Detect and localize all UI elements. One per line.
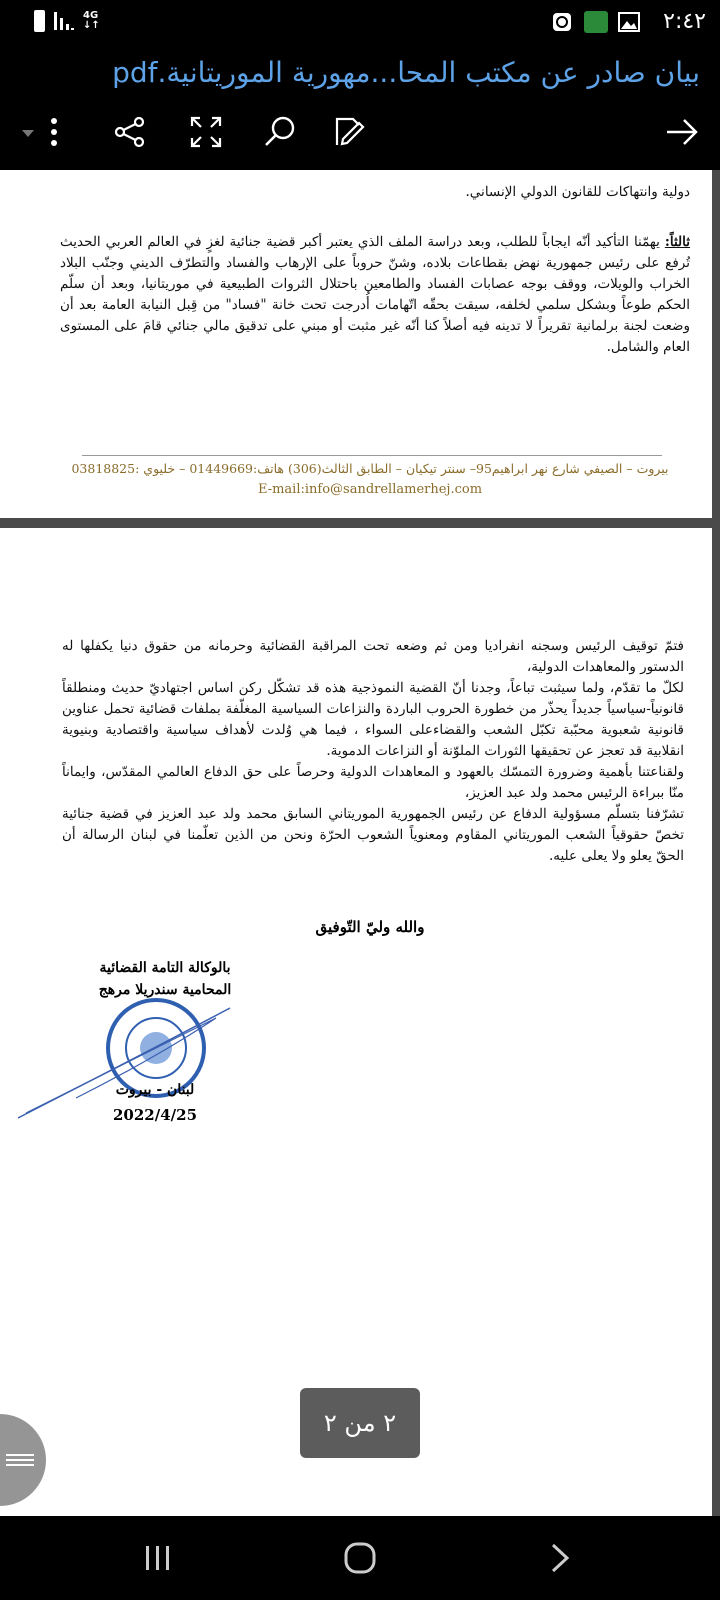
pdf-page-1: [0, 170, 712, 518]
status-time: ٢:٤٢: [663, 9, 706, 34]
edit-button[interactable]: [326, 108, 374, 156]
signature-date: 2022/4/25: [112, 1106, 198, 1124]
page2-paragraph: تشرّفنا بتسلّم مسؤولية الدفاع عن رئيس الجمهورية الموريتاني السابق محمد ولد عبد العزيز في قضية جنائية تخصّ حقوقياً الشعب الموريتاني المقاوم ومعنوياً الشعوب الحرّة ونحن من الذين تعلّمنا في لبنان الرسالة أن الحقّ يعلو ولا يعلى عليه.: [62, 806, 684, 864]
share-button[interactable]: [106, 108, 154, 156]
page1-paragraph: [60, 232, 690, 358]
gallery-icon: [618, 12, 640, 32]
status-bar: [0, 0, 720, 46]
page2-paragraph: ولقناعتنا بأهمية وضرورة التمسّك بالعهود و المعاهدات الدولية وحرصاً على حق الدفاع العالمي المقدّس، وايماناً منّا ببراءة الرئيس محمد ولد عبد العزيز،: [62, 764, 684, 801]
battery-icon: [34, 10, 45, 32]
paragraph-body: يهمّنا التأكيد أنّه ايجاباً للطلب، وبعد دراسة الملف الذي يعتبر أكبر قضية جنائية لغزٍ في العالم العربي الحديث تُرفع على رئيس جمهورية نهض بقطاعات بلاده، وشنّ حروباً على الإرهاب والفساد والتطرّف الديني وجنّب البلاد الخراب والويلات، ووقف بوجه عصابات الفساد والطامعين باحتلال الثروات الطبيعية في موريتانيا، وبعد أن سلّم الحكم طوعاً وبشكل سلمي لخلفه، سيقت بحقّه اتّهامات أُدرجت تحت خانة "فساد" من قِبل النيابة العامة بعد أن وضعت لجنة برلمانية تقريراً لا تدينه فيه أصلاً كنا أنّه غير مثبت أو مبني على تدقيق مالي جنائي قامَ على المستوى العام والشامل.: [60, 234, 690, 355]
page2-paragraph: لكلّ ما تقدّم، ولما سيثبت تباعاً، وجدنا أنّ القضية النموذجية هذه قد تشكّل ركن اساس اجتهاديّ حديث ومنطلقاً قانونياً-سياسياً جديداً يحذّر من خطورة الحروب الباردة والنزاعات السياسية المغلّفة بملفات قضائية تحمل عناوين قانونية شعبوية محبّبة تكبّل الشعب والقضاءعلى السواء ، فيما هي وُلدت لأهداف سياسية واقتصادية وبنيوية انقلابية قد تعجز عن تحقيقها الثورات الملوّنة أو النزاعات الدموية.: [62, 680, 684, 759]
document-title: بيان صادر عن مكتب المحا...مهورية الموريتانية.pdf: [112, 56, 700, 89]
page-indicator: ٢ من ٢: [300, 1388, 420, 1458]
more-options-button[interactable]: [30, 108, 78, 156]
back-arrow-button[interactable]: [658, 108, 706, 156]
share-icon: [114, 116, 146, 148]
fullscreen-button[interactable]: [182, 108, 230, 156]
toolbar-actions: [0, 108, 720, 160]
back-arrow-icon: [665, 118, 699, 146]
signature-title: بالوكالة التامة القضائية: [99, 960, 231, 976]
page2-body: [62, 636, 684, 867]
footer-divider: [82, 455, 662, 456]
scroll-grip-icon: [6, 1452, 34, 1468]
back-icon: [550, 1543, 570, 1573]
page2-paragraph: فتمّ توقيف الرئيس وسجنه انفراديا ومن ثم وضعه تحت المراقبة القضائية وحرمانه من حقوق دنيا يكفلها له الدستور والمعاهدات الدولية،: [62, 638, 684, 675]
signature-name: المحامية سندريلا مرهج: [98, 982, 232, 998]
recent-apps-icon: [143, 1544, 173, 1572]
network-4g-icon: 4G ↓↑: [83, 10, 100, 31]
dropdown-caret-icon: [22, 130, 34, 138]
back-button[interactable]: [530, 1534, 590, 1582]
fullscreen-icon: [190, 116, 222, 148]
search-button[interactable]: [256, 108, 304, 156]
more-options-icon: [47, 116, 61, 148]
status-left: [34, 10, 100, 32]
network-label: 4G: [83, 10, 99, 21]
news-app-icon: [584, 11, 608, 33]
home-icon: [343, 1541, 377, 1575]
page1-top-text: دولية وانتهاكات للقانون الدولي الإنساني.: [465, 184, 690, 200]
cut-text-line: [60, 170, 680, 178]
recent-apps-button[interactable]: [128, 1534, 188, 1582]
signature-location: لبنان - بيروت: [115, 1082, 195, 1098]
pdf-toolbar: [0, 46, 720, 170]
system-nav-bar: [0, 1516, 720, 1600]
paragraph-label: ثالثاً:: [664, 234, 691, 250]
footer-address: بيروت – الصيفي شارع نهر ابراهيم95– سنتر تيكيان – الطابق الثالث(306) هاتف:01449669 – خليوي :03818825: [71, 461, 669, 476]
signal-icon: [53, 10, 75, 32]
search-icon: [263, 115, 297, 149]
clock-app-icon: [552, 12, 572, 32]
closing-phrase: والله وليّ التّوفيق: [315, 918, 425, 936]
home-button[interactable]: [330, 1534, 390, 1582]
footer-email: E-mail:info@sandrellamerhej.com: [257, 482, 483, 497]
pdf-page-2: [0, 528, 712, 1518]
edit-icon: [333, 115, 367, 149]
